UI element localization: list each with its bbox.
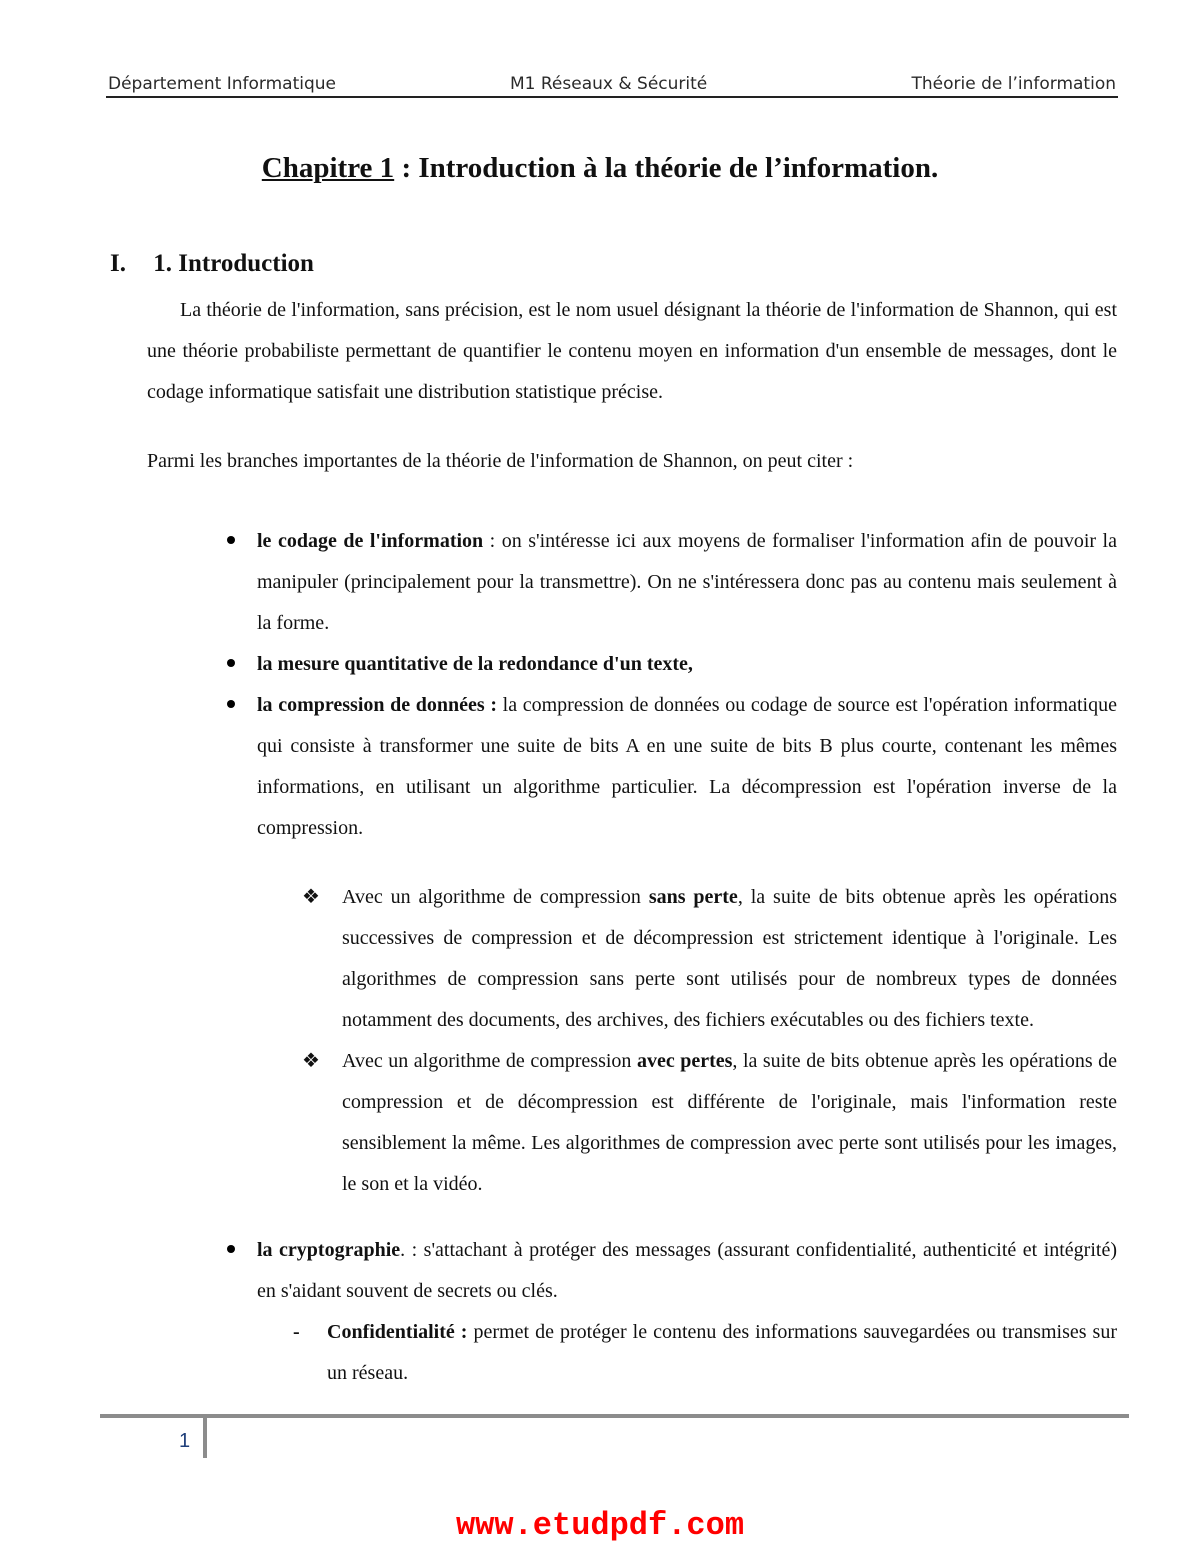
header-department: Département Informatique	[108, 74, 336, 94]
branches-paragraph: Parmi les branches importantes de la théorie de l'information de Shannon, on peut citer :	[147, 450, 854, 472]
confidentialite-term: Confidentialité :	[327, 1321, 468, 1343]
avec-pertes-before: Avec un algorithme de compression	[342, 1050, 637, 1072]
intro-paragraph: La théorie de l'information, sans précision, est le nom usuel désignant la théorie de l'information de Shannon, qui est une théorie probabiliste permettant de quantifier le contenu moyen en information d'un ensemble de messages, dont le codage informatique satisfait une distribution statistique précise.	[147, 299, 1117, 403]
chapter-label: Chapitre 1	[261, 152, 395, 184]
avec-pertes-term: avec pertes	[636, 1050, 733, 1072]
compression-term: la compression de données :	[257, 694, 498, 716]
avec-pertes-after: , la suite de bits obtenue après les opérations de compression et de décompression est différente de l'originale, mais l'information reste sensiblement la même. Les algorithmes de compression avec perte sont utilisés pour les images, le son et la vidéo.	[342, 1050, 1118, 1195]
crypto-text: . : s'attachant à protéger des messages (assurant confidentialité, authenticité et intégrité) en s'aidant souvent de secrets ou clés.	[257, 1239, 1117, 1302]
mesure-term: la mesure quantitative de la redondance d'un texte,	[257, 653, 693, 675]
page-number: 1	[179, 1430, 191, 1452]
crypto-term: la cryptographie	[257, 1239, 401, 1261]
sublist-item-avec-pertes	[257, 1041, 1117, 1205]
header-program: M1 Réseaux & Sécurité	[510, 74, 708, 94]
section-heading	[110, 250, 314, 278]
branches-list	[147, 521, 1117, 1394]
sans-perte-after: , la suite de bits obtenue après les opérations successives de compression et de décompression est strictement identique à l'originale. Les algorithmes de compression sans perte sont utilisés pour de nombreux types de données notamment des documents, des archives, des fichiers exécutables ou des fichiers texte.	[342, 886, 1117, 1031]
footer-rule	[100, 1414, 1129, 1418]
confidentialite-text: permet de protéger le contenu des informations sauvegardées ou transmises sur un réseau.	[327, 1321, 1117, 1384]
bullet-icon	[227, 536, 235, 544]
sublist-item-confidentialite	[257, 1312, 1117, 1394]
compression-text: la compression de données ou codage de source est l'opération informatique qui consiste à transformer une suite de bits A en une suite de bits B plus courte, contenant les mêmes informations, en utilisant un algorithme particulier. La décompression est l'opération inverse de la compression.	[257, 694, 1117, 839]
list-item-mesure	[147, 644, 1117, 685]
footer-divider	[203, 1418, 207, 1458]
list-item-cryptographie	[147, 1230, 1117, 1394]
codage-text: : on s'intéresse ici aux moyens de formaliser l'information afin de pouvoir la manipuler (principalement pour la transmettre). On ne s'intéressera donc pas au contenu mais seulement à la forme.	[257, 530, 1117, 634]
page-header	[106, 74, 1118, 98]
codage-term: le codage de l'information	[257, 530, 484, 552]
crypto-sublist	[257, 1312, 1117, 1394]
chapter-text: Introduction à la théorie de l’information.	[418, 152, 939, 184]
sublist-item-sans-perte	[257, 877, 1117, 1041]
section-title: 1. Introduction	[153, 250, 314, 277]
watermark-url: www.etudpdf.com	[455, 1507, 745, 1544]
list-item-compression	[147, 685, 1117, 1205]
list-item-codage	[147, 521, 1117, 644]
compression-sublist	[257, 877, 1117, 1205]
bullet-icon	[227, 1245, 235, 1253]
dash-bullet-icon: -	[293, 1321, 300, 1343]
diamond-bullet-icon: ❖	[302, 1048, 320, 1072]
bullet-icon	[227, 659, 235, 667]
diamond-bullet-icon: ❖	[302, 884, 320, 908]
document-body	[147, 290, 1117, 1394]
sans-perte-before: Avec un algorithme de compression	[342, 886, 649, 908]
section-number: I.	[110, 250, 126, 277]
chapter-title	[0, 152, 1200, 185]
bullet-icon	[227, 700, 235, 708]
chapter-separator: :	[394, 152, 419, 184]
sans-perte-term: sans perte	[648, 886, 738, 908]
header-course: Théorie de l’information	[911, 74, 1116, 94]
